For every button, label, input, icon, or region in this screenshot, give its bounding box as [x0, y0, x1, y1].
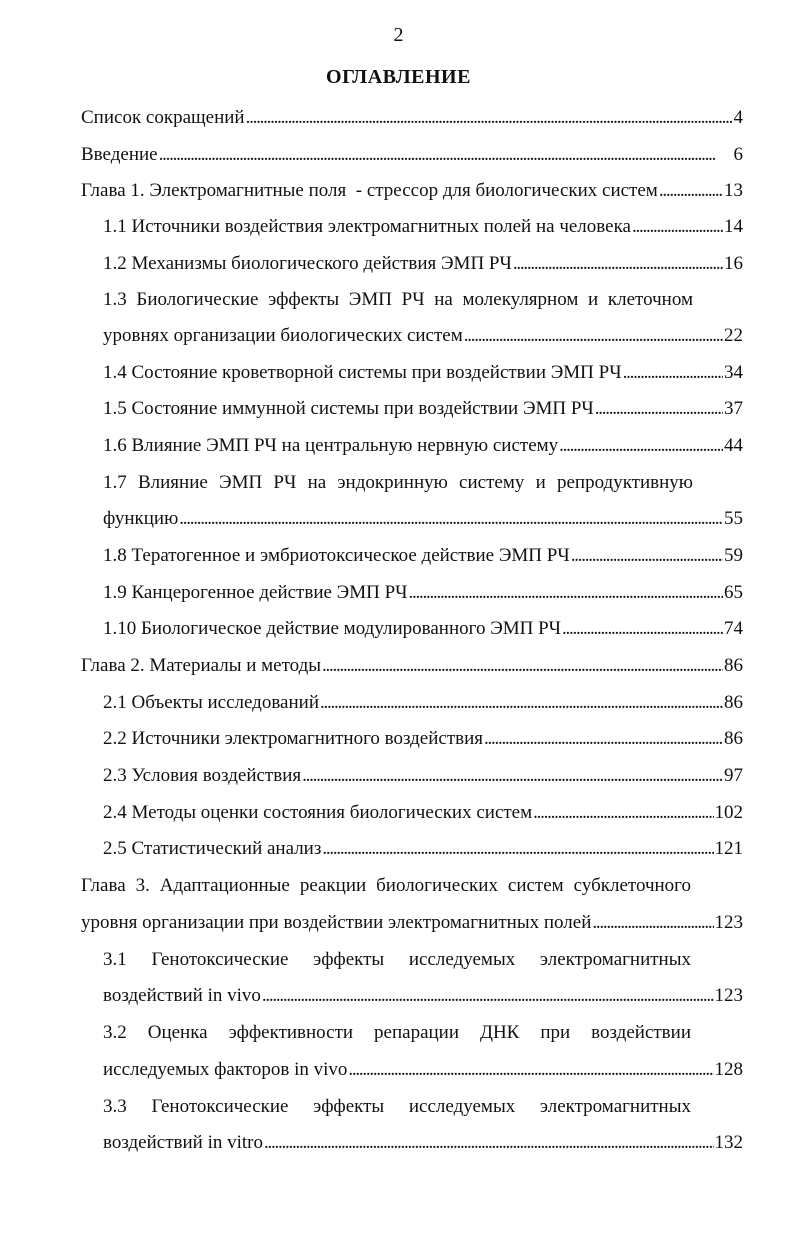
toc-entry-text: Список сокращений — [81, 107, 245, 128]
toc-entry-page: 123 — [714, 985, 743, 1006]
toc-entry-page: 37 — [724, 398, 743, 419]
toc-entry-text: 1.8 Тератогенное и эмбриотоксическое действие ЭМП РЧ — [103, 545, 570, 566]
toc-entry-text: 2.3 Условия воздействия — [103, 765, 302, 786]
toc-entry[interactable] — [103, 359, 743, 387]
toc-entry[interactable] — [103, 505, 743, 533]
dot-leader — [264, 1129, 714, 1157]
toc-entry-text: функцию — [103, 508, 179, 529]
toc-entry-page: 59 — [724, 545, 743, 566]
toc-entry-text: 1.4 Состояние кроветворной системы при воздействии ЭМП РЧ — [103, 362, 622, 383]
toc-entry-page: 4 — [733, 107, 743, 128]
toc-entry-text: Глава 2. Материалы и методы — [81, 655, 322, 676]
toc-entry-text: 1.1 Источники воздействия электромагнитных полей на человека — [103, 216, 631, 237]
dot-leader — [322, 835, 713, 863]
toc-entry-page: 44 — [724, 435, 743, 456]
toc-entry-text: уровня организации при воздействии электромагнитных полей — [81, 912, 592, 933]
toc-entry-page: 14 — [724, 216, 743, 237]
dot-leader — [562, 615, 723, 643]
toc-entry[interactable] — [103, 432, 743, 460]
toc-entry[interactable] — [103, 982, 743, 1010]
toc-entry-page: 65 — [724, 582, 743, 603]
toc-entry[interactable] — [103, 322, 743, 350]
toc-entry[interactable] — [103, 762, 743, 790]
toc-entry-text: уровнях организации биологических систем — [103, 325, 463, 346]
toc-entry-text: 1.9 Канцерогенное действие ЭМП РЧ — [103, 582, 408, 603]
toc-entry-page: 86 — [724, 692, 743, 713]
toc-entry-text: Глава 1. Электромагнитные поля - стрессор для биологических систем — [81, 180, 658, 201]
page-number: 2 — [393, 24, 404, 46]
toc-entry-page: 74 — [724, 618, 743, 639]
toc-entry-text: воздействий in vitro — [103, 1132, 263, 1153]
toc-entry-page: 86 — [724, 728, 743, 749]
toc-entry-line1: 1.3 Биологические эффекты ЭМП РЧ на молекулярном и клеточном — [103, 289, 693, 310]
dot-leader — [513, 250, 723, 278]
toc-entry-line1: Глава 3. Адаптационные реакции биологических систем субклеточного — [81, 875, 691, 896]
toc-entry-text: 2.4 Методы оценки состояния биологических систем — [103, 802, 533, 823]
toc-entry-text: 1.10 Биологическое действие модулированного ЭМП РЧ — [103, 618, 562, 639]
dot-leader — [348, 1056, 713, 1084]
dot-leader — [623, 359, 723, 387]
toc-entry[interactable] — [103, 213, 743, 241]
dot-leader — [159, 141, 733, 169]
toc-entry[interactable] — [81, 104, 743, 132]
toc-entry[interactable] — [81, 909, 743, 937]
toc-entry[interactable] — [103, 835, 743, 863]
toc-entry-text: 1.6 Влияние ЭМП РЧ на центральную нервную систему — [103, 435, 559, 456]
toc-entry-page: 16 — [724, 253, 743, 274]
toc-entry-text: воздействий in vivo — [103, 985, 261, 1006]
toc-entry-line1: 3.2 Оценка эффективности репарации ДНК при воздействии — [103, 1022, 691, 1043]
toc-entry-line1: 3.3 Генотоксические эффекты исследуемых электромагнитных — [103, 1096, 691, 1117]
toc-entry-page: 121 — [714, 838, 743, 859]
toc-entry[interactable] — [103, 579, 743, 607]
dot-leader — [595, 395, 723, 423]
toc-entry[interactable] — [81, 177, 743, 205]
toc-entry-page: 97 — [724, 765, 743, 786]
toc-entry[interactable] — [103, 542, 743, 570]
toc-entry-page: 128 — [714, 1059, 743, 1080]
toc-entry-page: 22 — [724, 325, 743, 346]
toc-entry[interactable] — [81, 141, 743, 169]
toc-entry-page: 132 — [714, 1132, 743, 1153]
dot-leader — [464, 322, 723, 350]
dot-leader — [659, 177, 723, 205]
toc-entry-text: 2.5 Статистический анализ — [103, 838, 322, 859]
toc-entry-line1: 1.7 Влияние ЭМП РЧ на эндокринную систему и репродуктивную — [103, 472, 693, 493]
toc-title: ОГЛАВЛЕНИЕ — [326, 66, 471, 88]
dot-leader — [592, 909, 713, 937]
dot-leader — [262, 982, 714, 1010]
toc-entry[interactable] — [103, 395, 743, 423]
toc-entry[interactable] — [103, 725, 743, 753]
dot-leader — [484, 725, 723, 753]
toc-entry[interactable] — [103, 1129, 743, 1157]
toc-entry[interactable] — [103, 1056, 743, 1084]
dot-leader — [571, 542, 723, 570]
toc-entry[interactable] — [103, 799, 743, 827]
toc-entry-text: исследуемых факторов in vivo — [103, 1059, 348, 1080]
toc-entry-page: 6 — [733, 144, 743, 165]
dot-leader — [559, 432, 723, 460]
dot-leader — [179, 505, 723, 533]
toc-entry-page: 123 — [714, 912, 743, 933]
toc-entry-page: 55 — [724, 508, 743, 529]
dot-leader — [320, 689, 723, 717]
toc-entry-text: 1.5 Состояние иммунной системы при воздействии ЭМП РЧ — [103, 398, 594, 419]
toc-entry-text: Введение — [81, 144, 158, 165]
dot-leader — [632, 213, 723, 241]
dot-leader — [533, 799, 713, 827]
toc-entry-page: 13 — [724, 180, 743, 201]
toc-entry[interactable] — [103, 250, 743, 278]
toc-entry-text: 2.1 Объекты исследований — [103, 692, 319, 713]
toc-entry[interactable] — [103, 615, 743, 643]
dot-leader — [302, 762, 723, 790]
dot-leader — [246, 104, 733, 132]
dot-leader — [409, 579, 723, 607]
toc-entry-text: 1.2 Механизмы биологического действия ЭМП РЧ — [103, 253, 512, 274]
toc-entry-line1: 3.1 Генотоксические эффекты исследуемых электромагнитных — [103, 949, 691, 970]
toc-entry-page: 86 — [724, 655, 743, 676]
toc-entry[interactable] — [103, 689, 743, 717]
toc-entry-page: 102 — [714, 802, 743, 823]
toc-entry-page: 34 — [724, 362, 743, 383]
toc-entry[interactable] — [81, 652, 743, 680]
toc-entry-text: 2.2 Источники электромагнитного воздействия — [103, 728, 484, 749]
dot-leader — [322, 652, 723, 680]
